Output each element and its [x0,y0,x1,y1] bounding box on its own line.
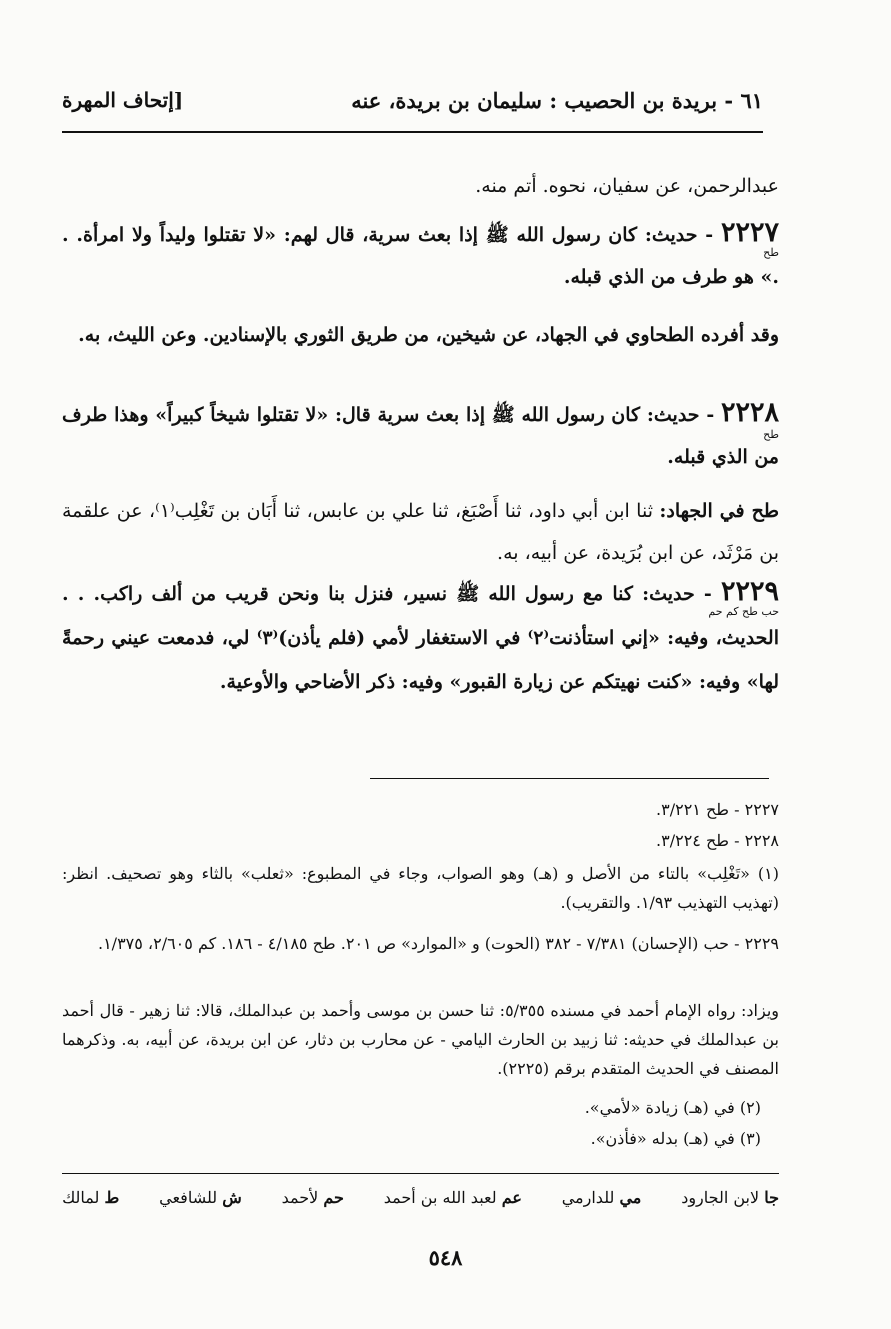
legend-item: مي للدارمي [561,1188,642,1207]
commentary-text: وقد أفرده الطحاوي في الجهاد، عن شيخين، من طريق الثوري بالإسنادين. وعن الليث، به. [78,324,779,346]
hadith-2228 [62,392,779,478]
footnote-additions: ويزاد: رواه الإمام أحمد في مسنده ٥/٣٥٥: ثنا حسن بن موسى وأحمد بن عبدالملك، قالا: ثنا زهير - قال أحمد بن عبدالملك في حديثه: ثنا زبيد بن الحارث اليامي - عن محارب بن دثار، عن ابن بريدة، عن أبيه، به. وذكرهما المصنف في الحديث المتقدم برقم (٢٢٢٥). [62,1001,780,1078]
continuation-paragraph: عبدالرحمن، عن سفيان، نحوه. أتم منه. [475,175,779,197]
footnote-2228: ٢٢٢٨ - طح ٣/٢٢٤. [656,831,779,850]
source-symbol-2227: طح [763,246,779,259]
hadith-2229 [62,570,779,704]
legend-item: حم لأحمد [281,1188,344,1207]
legend-item: جا لابن الجارود [681,1188,779,1207]
page-number: ٥٤٨ [428,1245,463,1270]
footnote-rule [370,778,769,779]
hadith-2227 [62,212,779,298]
footnote-2229: ٢٢٢٩ - حب (الإحسان) ٧/٣٨١ - ٣٨٢ (الحوت) و «الموارد» ص ٢٠١. طح ٤/١٨٥ - ١٨٦. كم ٢/٦٠٥، ١/٣٧٥. [97,934,779,953]
legend-item: ش للشافعي [159,1188,242,1207]
source-symbol-2228: طح [763,428,779,441]
hadith-number: ٢٢٢٨ [720,397,779,428]
chain-lead: طح في الجهاد: [659,500,780,522]
footnote-3: (٣) في (هـ) بدله «فأذن». [590,1129,761,1148]
legend-item: عم لعبد الله بن أحمد [383,1188,522,1207]
chain-text: ثنا ابن أبي داود، ثنا أَصْبَغ، ثنا علي بن عابس، ثنا أَبَان بن تَغْلِب⁽١⁾، عن علقمة بن مَرْثَد، عن ابن بُرَيدة، عن أبيه، به. [62,500,779,564]
source-symbol-2229: حب طح كم حم [708,605,779,618]
footnote-2227: ٢٢٢٧ - طح ٣/٢٢١. [656,800,779,819]
header-rule [62,131,763,133]
hadith-text: - حديث: كان رسول الله ﷺ إذا بعث سرية، قال لهم: «لا تقتلوا وليداً ولا امرأة. . .» هو طرف من الذي قبله. [62,224,779,288]
footnote-2: (٢) في (هـ) زيادة «لأمي». [584,1098,761,1117]
legend-rule [62,1173,779,1174]
running-header-book: [إتحاف المهرة [62,88,184,112]
running-header-title: ٦١ - بريدة بن الحصيب : سليمان بن بريدة، عنه [351,88,763,113]
hadith-text: - حديث: كان رسول الله ﷺ إذا بعث سرية قال: «لا تقتلوا شيخاً كبيراً» وهذا طرف من الذي قبله. [62,404,779,468]
hadith-text: - حديث: كنا مع رسول الله ﷺ نسير، فنزل بنا ونحن قريب من ألف راكب. . . الحديث، وفيه: «إني استأذنت⁽٢⁾ في الاستغفار لأمي (فلم يأذن)⁽٣⁾ لي، فدمعت عيني رحمةً لها» وفيه: «كنت نهيتكم عن زيارة القبور» وفيه: ذكر الأضاحي والأوعية. [62,583,779,693]
hadith-number: ٢٢٢٧ [720,217,779,248]
abbreviation-legend [62,1188,779,1218]
legend-item: ط لمالك [62,1188,120,1207]
chain-2228 [62,490,779,574]
footnote-1: (١) «تَغْلِب» بالتاء من الأصل و (هـ) وهو الصواب، وجاء في المطبوع: «ثعلب» بالثاء وهو تصحيف. انظر: (تهذيب التهذيب ١/٩٣. والتقريب). [62,864,779,912]
hadith-number: ٢٢٢٩ [720,576,779,607]
commentary-2227 [62,314,779,356]
